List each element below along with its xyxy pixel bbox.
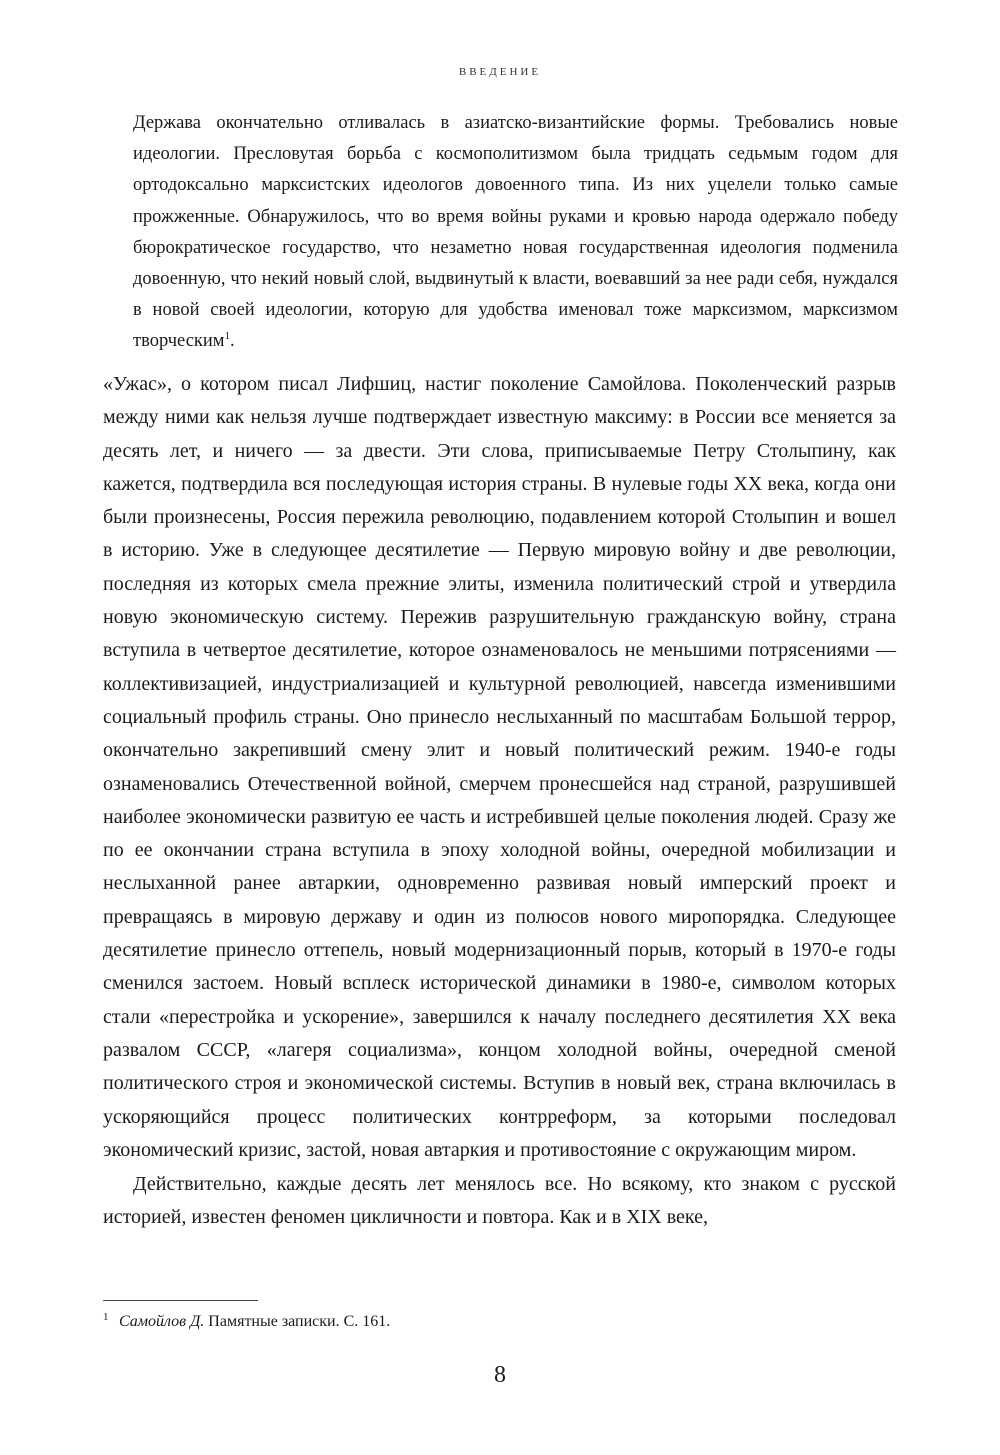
running-head: ВВЕДЕНИЕ (458, 66, 542, 78)
block-quote: Держава окончательно отливалась в азиатско-византийские формы. Требовались новые идеологии. Пресловутая борьба с космополитизмом была тридцать седьмым годом для ортодоксально марксистских идеологов довоенного типа. Из них уцелели только самые прожженные. Обнаружилось, что во время войны руками и кровью народа одержало победу бюрократическое государство, что незаметно новая государственная идеология подменила довоенную, что некий новый слой, выдвинутый к власти, воевавший за нее ради себя, нуждался в новой своей идеологии, которую для удобства именовал тоже марксизмом, марксизмом творческим$^1$. (133, 113, 898, 352)
footnote-author: Самойлов Д. (119, 1313, 205, 1330)
quote-text: Держава окончательно отливалась в азиатско-византийские формы. Требовались новые идеологии. Пресловутая борьба с космополитизмом была тридцать седьмым годом для ортодоксально марксистских идеологов довоенного типа. Из них уцелели только самые прожженные. Обнаружилось, что во время войны руками и кровью народа одержало победу бюрократическое государство, что незаметно новая государственная идеология подменила довоенную, что некий новый слой, выдвинутый к власти, воевавший за нее ради себя, нуждался в новой своей идеологии, которую для удобства именовал тоже марксизмом, марксизмом творческим (133, 113, 898, 352)
footnote-divider (103, 1300, 258, 1301)
footnote: 1 Самойлов Д. Памятные записки. С. 161. (103, 1310, 391, 1330)
page-number: 8 (494, 1362, 506, 1388)
footnote-reference[interactable]: 1 (224, 330, 231, 343)
paragraph: Действительно, каждые десять лет менялось все. Но всякому, кто знаком с русской историей, известен феномен цикличности и повтора. Как и в XIX веке, (103, 1173, 896, 1229)
paragraph: «Ужас», о котором писал Лифшиц, настиг поколение Самойлова. Поколенческий разрыв между ними как нельзя лучше подтверждает известную максиму: в России все меняется за десять лет, и ничего — за двести. Эти слова, приписываемые Петру Столыпину, как кажется, подтвердила вся последующая история страны. В нулевые годы XX века, когда они были произнесены, Россия пережила революцию, подавлением которой Столыпин и вошел в историю. Уже в следующее десятилетие — Первую мировую войну и две революции, последняя из которых смела прежние элиты, изменила политический строй и утвердила новую экономическую систему. Пережив разрушительную гражданскую войну, страна вступила в четвертое десятилетие, которое ознаменовалось не меньшими потрясениями — коллективизацией, индустриализацией и культурной революцией, навсегда изменившими социальный профиль страны. Оно принесло неслыханный по масштабам Большой террор, окончательно закрепивший смену элит и новый политический режим. 1940-е годы ознаменовались Отечественной войной, смерчем пронесшейся над страной, разрушившей наиболее экономически развитую ее часть и истребившей целые поколения людей. Сразу же по ее окончании страна вступила в эпоху холодной войны, очередной мобилизации и неслыханной ранее автаркии, одновременно развивая новый имперский проект и превращаясь в мировую державу и один из полюсов нового миропорядка. Следующее десятилетие принесло оттепель, новый модернизационный порыв, который в 1970-е годы сменился застоем. Новый всплеск исторической динамики в 1980-е, символом которых стали «перестройка и ускорение», завершился к началу последнего десятилетия XX века развалом СССР, «лагеря социализма», концом холодной войны, очередной сменой политического строя и экономической системы. Вступив в новый век, страна включилась в ускоряющийся процесс политических контрреформ, за которыми последовал экономический кризис, застой, новая автаркия и противостояние с окружающим миром. (103, 373, 896, 1161)
footnote-text: Памятные записки. С. 161. (204, 1313, 391, 1330)
body-text (103, 368, 896, 1235)
